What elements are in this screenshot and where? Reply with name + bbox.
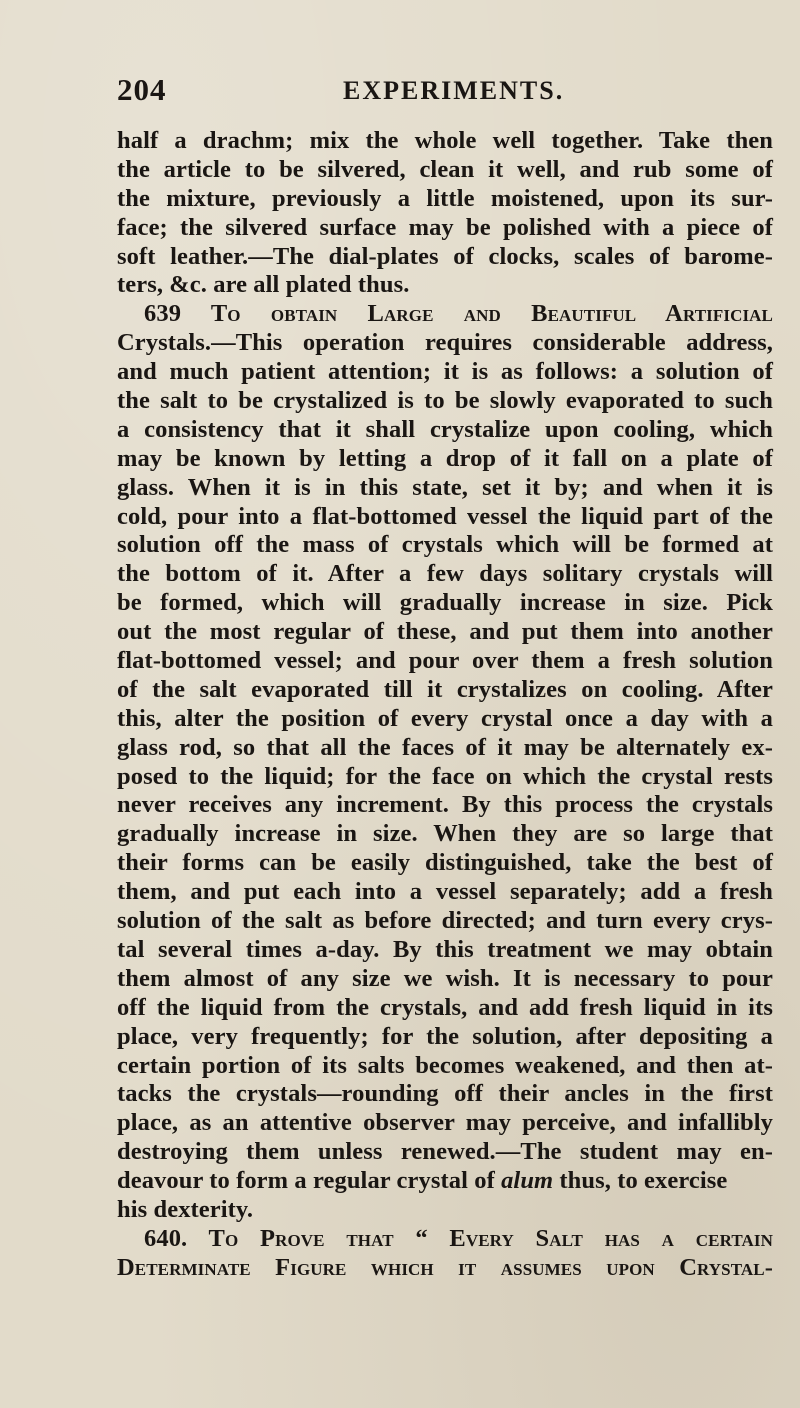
section-heading-640-cont: Determinate Figure which it assumes upon Crystal- — [117, 1253, 773, 1281]
text-line: out the most regular of these, and put them into another — [117, 618, 773, 646]
text-line: of the salt evaporated till it crystalizes on cooling. After — [117, 675, 773, 703]
text-line: and much patient attention; it is as follows: a solution of — [117, 358, 773, 386]
page-number: 204 — [117, 72, 167, 107]
text-line: flat-bottomed vessel; and pour over them a fresh solution — [117, 647, 773, 675]
text-line: certain portion of its salts becomes weakened, and then at- — [117, 1051, 773, 1079]
text-line: them, and put each into a vessel separately; add a fresh — [117, 878, 773, 906]
page-header — [117, 72, 717, 112]
text-line: tacks the crystals—rounding off their ancles in the first — [117, 1080, 773, 1108]
text-line: posed to the liquid; for the face on which the crystal rests — [117, 762, 773, 790]
section-heading-639: 639 To obtain Large and Beautiful Artificial — [144, 300, 773, 328]
text-line: place, very frequently; for the solution, after depositing a — [117, 1022, 773, 1050]
text-line: place, as an attentive observer may perceive, and infallibly — [117, 1109, 773, 1137]
text-line: soft leather.—The dial-plates of clocks, scales of barome- — [117, 242, 773, 270]
text-line: the mixture, previously a little moistened, upon its sur- — [117, 184, 773, 212]
section-heading-640: 640. To Prove that “ Every Salt has a certain — [144, 1224, 773, 1252]
text-line-mixed — [117, 1167, 773, 1196]
text-line: tal several times a-day. By this treatment we may obtain — [117, 935, 773, 963]
text-line: the bottom of it. After a few days solitary crystals will — [117, 560, 773, 588]
text-line: gradually increase in size. When they are so large that — [117, 820, 773, 848]
text-line: a consistency that it shall crystalize upon cooling, which — [117, 415, 773, 443]
text-line: his dexterity. — [117, 1195, 254, 1223]
text-line: the salt to be crystalized is to be slowly evaporated to such — [117, 387, 773, 415]
text-line: face; the silvered surface may be polished with a piece of — [117, 213, 773, 241]
text-line: Crystals.—This operation requires considerable address, — [117, 329, 773, 357]
text-span: thus, to exercise — [553, 1167, 728, 1195]
text-line: off the liquid from the crystals, and add fresh liquid in its — [117, 993, 773, 1021]
text-line: the article to be silvered, clean it well, and rub some of — [117, 155, 773, 183]
text-line: cold, pour into a flat-bottomed vessel the liquid part of the — [117, 502, 773, 530]
text-line: solution of the salt as before directed; and turn every crys- — [117, 907, 773, 935]
text-line: this, alter the position of every crystal once a day with a — [117, 704, 773, 732]
text-line: never receives any increment. By this process the crystals — [117, 791, 773, 819]
text-line: solution off the mass of crystals which will be formed at — [117, 531, 773, 559]
text-line: glass. When it is in this state, set it by; and when it is — [117, 473, 773, 501]
italic-word: alum — [501, 1167, 554, 1195]
text-line: them almost of any size we wish. It is necessary to pour — [117, 964, 773, 992]
text-line: ters, &c. are all plated thus. — [117, 271, 410, 299]
body-text — [117, 127, 773, 1283]
text-span: deavour to form a regular crystal of — [117, 1167, 502, 1195]
text-line: be formed, which will gradually increase in size. Pick — [117, 589, 773, 617]
text-line: half a drachm; mix the whole well together. Take then — [117, 127, 773, 154]
text-line: their forms can be easily distinguished, take the best of — [117, 849, 773, 877]
text-line: glass rod, so that all the faces of it may be alternately ex- — [117, 733, 773, 761]
running-head: EXPERIMENTS. — [343, 76, 565, 105]
text-line: destroying them unless renewed.—The student may en- — [117, 1138, 773, 1166]
text-line: may be known by letting a drop of it fall on a plate of — [117, 444, 773, 472]
